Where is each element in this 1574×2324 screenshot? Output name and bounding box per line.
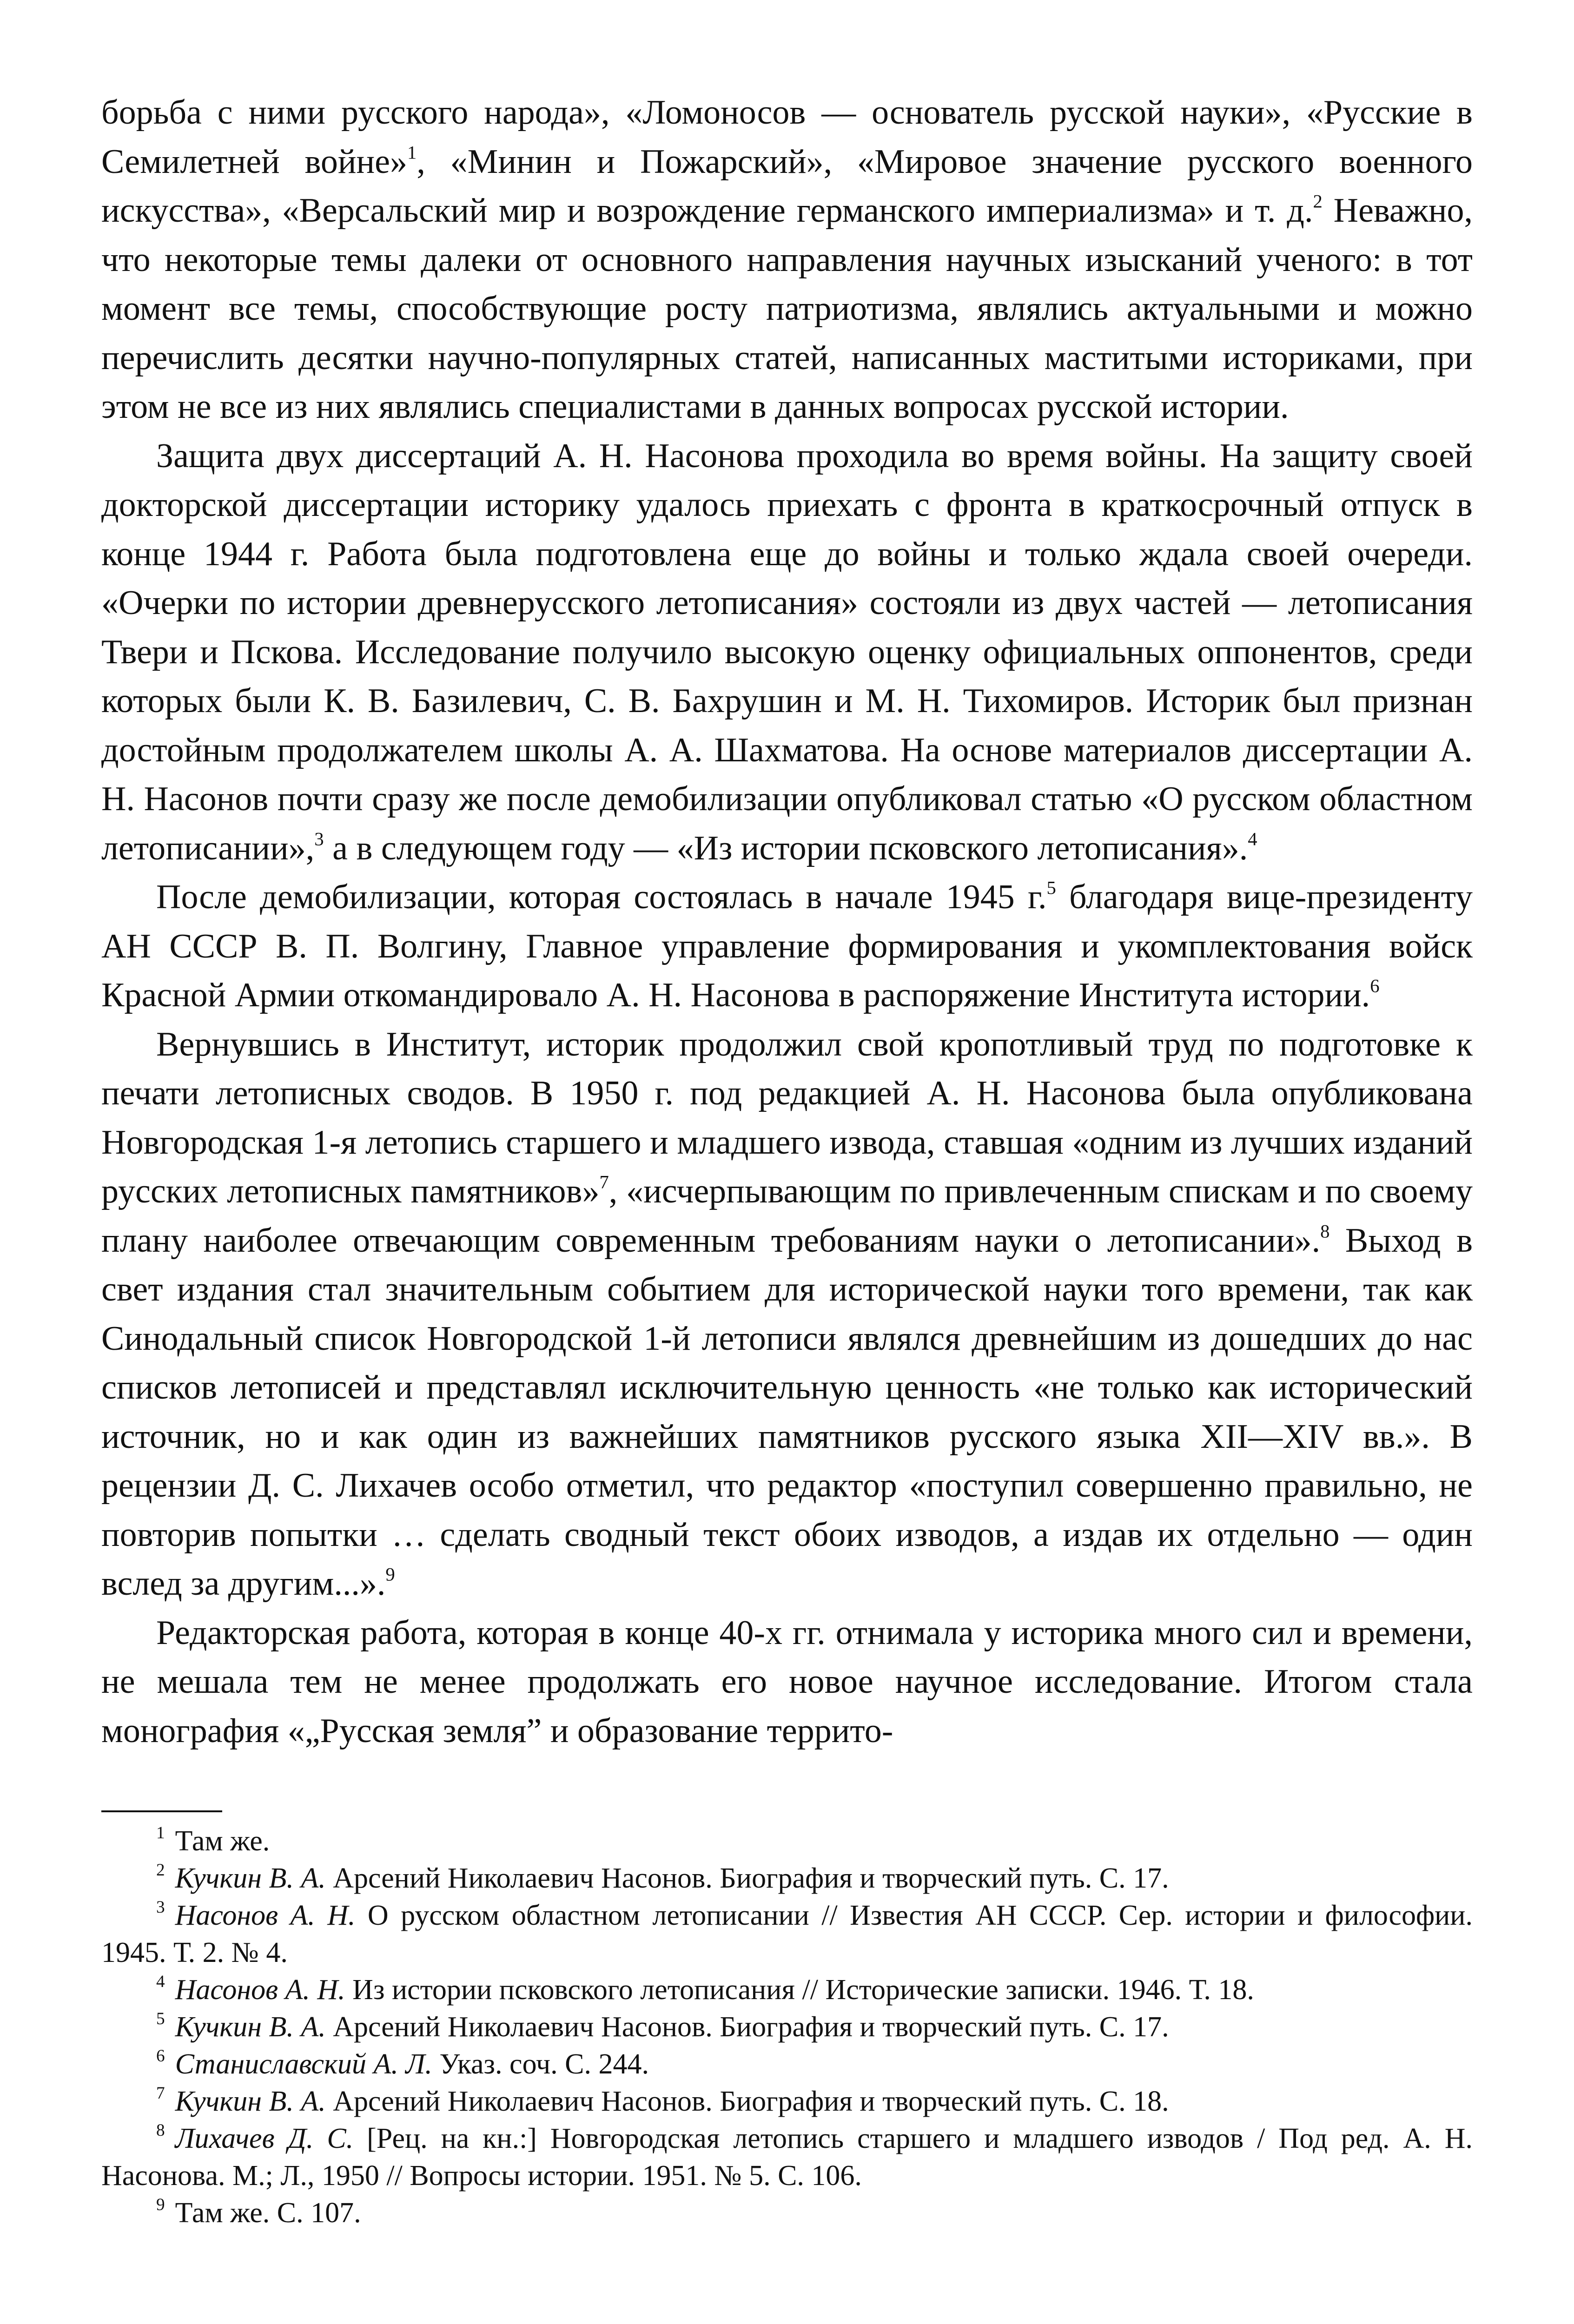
footnote-text: Там же. [175,1825,270,1857]
footnote-text: Там же. С. 107. [175,2197,361,2229]
paragraph [101,432,1473,873]
footnote-number: 1 [156,1823,165,1842]
footnote-author: Насонов А. Н. [175,1900,356,1931]
text-run: Выход в свет издания стал значительным событием для исторической науки того времени, так как Синодальный список Новгородской 1-й летописи являлся древнейшим из дошедших до нас списков летописей и представлял исключительную ценность «не только как исторический источник, но и как один из важнейших памятников русского языка XII—XIV вв.». В рецензии Д. С. Лихачев особо отметил, что редактор «поступил совершенно правильно, не повторив попытки … сделать сводный текст обоих изводов, а издав их отдельно — один вслед за другим...». [101,1221,1473,1603]
footnote-ref: 7 [599,1171,609,1193]
footnote-author: Кучкин В. А. [175,2011,326,2043]
footnote-ref: 8 [1320,1220,1330,1241]
text-run: а в следующем году — «Из истории псковского летописания». [324,829,1248,867]
footnote-ref: 3 [314,828,324,849]
text-run: , «Минин и Пожарский», «Мировое значение русского военного искусства», «Версальский мир и возрождение германского империализма» и т. д. [101,142,1473,230]
footnote-ref: 2 [1313,191,1323,212]
text-run: , «исчерпывающим по привлеченным спискам и по своему плану наиболее отвечающим современным требованиям науки о летописании». [101,1172,1473,1260]
text-run: борьба с ними русского народа», «Ломоносов — основатель русской науки», «Русские в Семилетней войне» [101,93,1473,181]
paragraph [101,1609,1473,1756]
footnote-number: 3 [156,1897,165,1917]
footnote-text: Арсений Николаевич Насонов. Биография и творческий путь. С. 18. [325,2086,1169,2117]
footnote [101,2046,1473,2083]
footnote-number: 4 [156,1972,165,1991]
footnote [101,1822,1473,1860]
footnote-number: 6 [156,2046,165,2066]
footnote-separator [101,1810,222,1812]
footnote [101,2008,1473,2046]
footnote-text: Указ. соч. С. 244. [432,2048,649,2080]
footnote [101,2120,1473,2194]
footnote-number: 5 [156,2009,165,2028]
footnote-text: Арсений Николаевич Насонов. Биография и творческий путь. С. 17. [325,2011,1169,2043]
text-run: Защита двух диссертаций А. Н. Насонова проходила во время войны. На защиту своей докторской диссертации историку удалось приехать с фронта в краткосрочный отпуск в конце 1944 г. Работа была подготовлена еще до войны и только ждала своей очереди. «Очерки по истории древнерусского летописания» состояли из двух частей — летописания Твери и Пскова. Исследование получило высокую оценку официальных оппонентов, среди которых были К. В. Базилевич, С. В. Бахрушин и М. Н. Тихомиров. Историк был признан достойным продолжателем школы А. А. Шахматова. На основе материалов диссертации А. Н. Насонов почти сразу же после демобилизации опубликовал статью «О русском областном летописании», [101,436,1473,867]
footnote-ref: 9 [385,1564,395,1585]
footnote-author: Кучкин В. А. [175,1862,326,1894]
footnote-author: Насонов А. Н. [175,1974,345,2006]
footnote-ref: 5 [1046,877,1056,898]
main-text [101,88,1473,1756]
footnote [101,1971,1473,2008]
text-run: После демобилизации, которая состоялась в начале 1945 г. [156,878,1047,916]
footnote-author: Станиславский А. Л. [175,2048,432,2080]
footnote [101,2194,1473,2232]
footnote-text: [Рец. на кн.:] Новгородская летопись старшего и младшего изводов / Под ред. А. Н. Насонова. М.; Л., 1950 // Вопросы истории. 1951. № 5. С. 106. [101,2123,1473,2192]
footnote-number: 9 [156,2195,165,2214]
page [101,88,1473,2232]
text-run: Редакторская работа, которая в конце 40-х гг. отнимала у историка много сил и времени, не мешала тем не менее продолжать его новое научное исследование. Итогом стала монография «„Русская земля” и образование террито- [101,1613,1473,1750]
paragraph [101,873,1473,1020]
footnote [101,2083,1473,2120]
footnote-text: Арсений Николаевич Насонов. Биография и творческий путь. С. 17. [325,1862,1169,1894]
footnotes [101,1822,1473,2232]
footnote-author: Лихачев Д. С. [175,2123,354,2154]
footnote-text: О русском областном летописании // Известия АН СССР. Сер. истории и философии. 1945. Т. 2. № 4. [101,1900,1473,1968]
paragraph [101,1020,1473,1609]
footnote-author: Кучкин В. А. [175,2086,326,2117]
footnote-number: 2 [156,1860,165,1880]
footnote-text: Из истории псковского летописания // Исторические записки. 1946. Т. 18. [345,1974,1254,2006]
footnote [101,1897,1473,1971]
text-run: благодаря вице-президенту АН СССР В. П. Волгину, Главное управление формирования и укомплектования войск Красной Армии откомандировало А. Н. Насонова в распоряжение Института истории. [101,878,1473,1014]
footnote-number: 8 [156,2120,165,2140]
text-run: Вернувшись в Институт, историк продолжил свой кропотливый труд по подготовке к печати летописных сводов. В 1950 г. под редакцией А. Н. Насонова была опубликована Новгородская 1-я летопись старшего и младшего извода, ставшая «одним из лучших изданий русских летописных памятников» [101,1025,1473,1210]
text-run: Неважно, что некоторые темы далеки от основного направления научных изысканий ученого: в тот момент все темы, способствующие росту патриотизма, являлись актуальными и можно перечислить десятки научно-популярных статей, написанных маститыми историками, при этом не все из них являлись специалистами в данных вопросах русской истории. [101,191,1473,426]
paragraph [101,88,1473,432]
footnote-ref: 1 [407,141,417,163]
footnote-ref: 6 [1370,975,1380,997]
footnote-number: 7 [156,2083,165,2103]
footnote [101,1860,1473,1897]
footnote-ref: 4 [1248,828,1257,849]
